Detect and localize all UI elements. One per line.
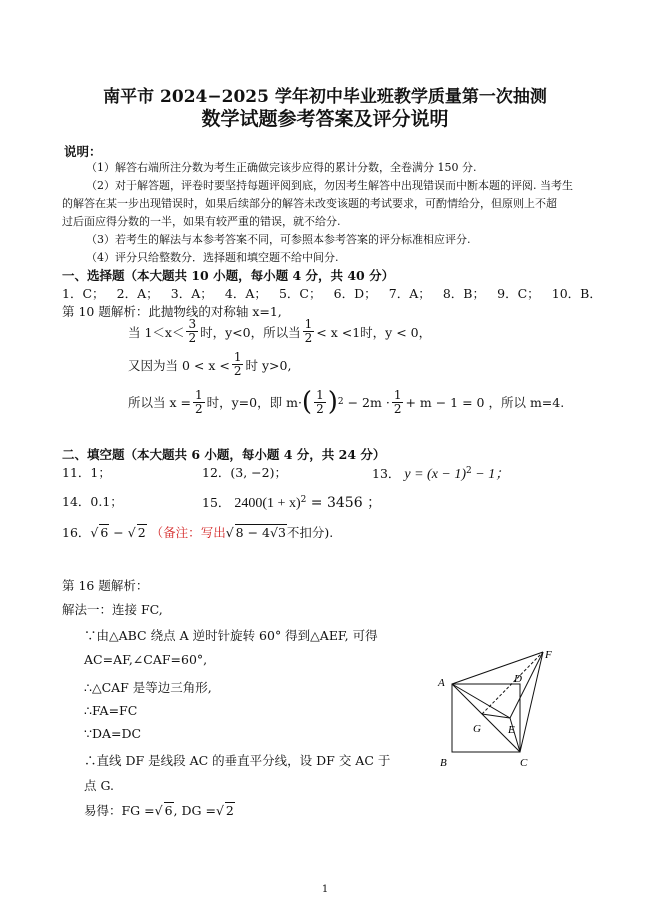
q10-l3-text-d: + m − 1 = 0 ，所以 m=4. — [405, 395, 565, 410]
answer-15 — [202, 492, 381, 512]
q10-intro: 第 10 题解析：此抛物线的对称轴 x=1, — [62, 304, 282, 319]
q10-line-1 — [128, 318, 431, 345]
note-radicand: 8 − 4√3 — [235, 525, 286, 540]
note-1: （1）解答右端所注分数为考生正确做完该步应得的累计分数，全卷满分 150 分. — [86, 161, 477, 174]
q16-step-8-a: 易得：FG = — [84, 803, 155, 818]
q16-step-1: ∵由△ABC 绕点 A 逆时针旋转 60° 得到△AEF, 可得 — [84, 628, 378, 643]
answer-10: 10．B． — [551, 286, 602, 301]
q16-step-2: AC=AF,∠CAF=60°, — [84, 652, 208, 667]
answer-13-exp: 2 — [466, 465, 472, 476]
q10-l2-text-a: 又因为当 0 < x < — [128, 357, 230, 373]
choice-answers — [62, 284, 602, 302]
fraction-one-half: $\frac{1}{2}$ — [304, 317, 313, 345]
q10-l1-text-b: 时，y<0，所以当 — [200, 324, 301, 340]
q16-step-6: ∴直线 DF 是线段 AC 的垂直平分线，设 DF 交 AC 于 — [84, 753, 391, 768]
answer-7: 7．A； — [388, 286, 431, 301]
section2-heading: 二、填空题（本大题共 6 小题，每小题 4 分，共 24 分） — [62, 447, 386, 462]
q10-l2-text-b: 时 y>0, — [245, 357, 292, 373]
q16-step-4: ∴FA=FC — [84, 703, 138, 718]
title-line-1: 南平市 2024−2025 学年初中毕业班教学质量第一次抽测 — [103, 87, 547, 107]
title-line-2: 数学试题参考答案及评分说明 — [201, 108, 449, 130]
answer-11: 11．1； — [62, 465, 111, 480]
answer-9: 9．C； — [497, 286, 540, 301]
answer-16-radicand-1: 6 — [100, 525, 109, 540]
answer-13-expr: y = (x − 1) — [404, 467, 467, 482]
answer-6: 6．D； — [333, 286, 377, 301]
q16-step-8 — [84, 801, 235, 819]
note-4: （4）评分只给整数分．选择题和填空题不给中间分. — [86, 251, 339, 264]
answer-8: 8．B； — [442, 286, 485, 301]
answer-15-exp: 2 — [300, 494, 307, 505]
q10-l3-text-c: − 2m · — [347, 394, 390, 410]
label-a: A — [438, 677, 445, 689]
note-text: 写出 — [200, 525, 226, 540]
answer-4: 4．A； — [224, 286, 267, 301]
note-2b: 的解答在某一步出现错误时，如果后续部分的解答未改变该题的考试要求，可酌情给分，但原则上不超 — [62, 197, 557, 210]
q16-step-3: ∴△CAF 是等边三角形, — [84, 680, 212, 695]
page-number: 1 — [321, 884, 329, 895]
sqrt-icon: √ — [215, 802, 224, 818]
fraction-one-half: $\frac{1}{2}$ — [233, 350, 242, 378]
fraction-one-half: $\frac{1}{2}$ — [316, 387, 324, 416]
q10-l3-text-b: 时，y=0，即 m· — [206, 395, 302, 410]
exponent: 2 — [337, 397, 344, 407]
label-g: G — [473, 723, 481, 735]
right-paren: ) — [327, 387, 338, 417]
label-d: D — [514, 673, 522, 685]
note-3: （3）若考生的解法与本参考答案不同，可参照本参考答案的评分标准相应评分. — [86, 233, 471, 246]
answer-5: 5．C； — [278, 286, 322, 301]
q16-step-8-radicand-2: 2 — [225, 803, 234, 818]
q16-step-5: ∵DA=DC — [84, 726, 142, 741]
answer-15-expr: 2400(1 + x) — [234, 496, 301, 511]
segment-gf-dashed — [482, 652, 543, 714]
fraction-three-halves: $\frac{3}{2}$ — [188, 317, 197, 345]
q16-step-7: 点 G. — [84, 778, 114, 793]
answer-13 — [372, 463, 509, 483]
note-2c: 过后面应得分数的一半，如果有较严重的错误，就不给分. — [62, 215, 341, 228]
sqrt-icon: √ — [90, 524, 99, 540]
answer-3: 3．A； — [170, 286, 213, 301]
label-b: B — [440, 757, 447, 769]
answer-15-label: 15． — [202, 495, 231, 510]
q16-method: 解法一：连接 FC, — [62, 602, 163, 617]
label-f: F — [545, 649, 552, 661]
q10-l3-text-a: 所以当 x = — [128, 395, 191, 410]
note-tail: 不扣分). — [286, 525, 334, 540]
answer-16-label: 16． — [62, 525, 91, 540]
q16-heading: 第 16 题解析： — [62, 578, 149, 593]
note-label: （备注： — [150, 525, 201, 540]
q10-line-3 — [128, 387, 564, 417]
sqrt-icon: √ — [225, 524, 234, 540]
q10-line-2 — [128, 351, 291, 378]
left-paren: ( — [301, 387, 313, 417]
q16-step-8-radicand-1: 6 — [164, 803, 173, 818]
sqrt-icon: √ — [127, 524, 136, 540]
answer-16-minus: − — [109, 524, 128, 540]
note-2a: （2）对于解答题，评卷时要坚持每题评阅到底，勿因考生解答中出现错误而中断本题的评阅. 当考生 — [86, 179, 573, 192]
sqrt-icon: √ — [154, 802, 163, 818]
answer-1: 1．C； — [62, 286, 105, 301]
geometry-figure — [430, 640, 560, 775]
answer-15-tail: = 3456 ； — [306, 495, 382, 511]
q10-l1-text-c: < x <1时，y < 0， — [316, 324, 432, 340]
label-e: E — [508, 724, 515, 736]
answer-16 — [62, 523, 333, 541]
answer-16-radicand-2: 2 — [137, 525, 146, 540]
section1-heading: 一、选择题（本大题共 10 小题，每小题 4 分，共 40 分） — [62, 268, 395, 283]
answer-13-tail: − 1； — [471, 467, 510, 482]
fraction-one-half: $\frac{1}{2}$ — [194, 387, 203, 416]
notes-heading: 说明： — [64, 144, 102, 159]
answer-13-label: 13． — [372, 466, 401, 481]
answer-12: 12．(3, −2)； — [202, 465, 287, 480]
q16-step-8-b: , DG = — [173, 802, 216, 818]
segment-cf — [520, 652, 543, 752]
answer-2: 2．A； — [116, 286, 159, 301]
answer-14: 14．0.1； — [62, 494, 123, 509]
label-c: C — [520, 757, 528, 769]
q10-l1-text-a: 当 1＜x＜ — [128, 324, 185, 340]
fraction-one-half: $\frac{1}{2}$ — [393, 387, 402, 416]
